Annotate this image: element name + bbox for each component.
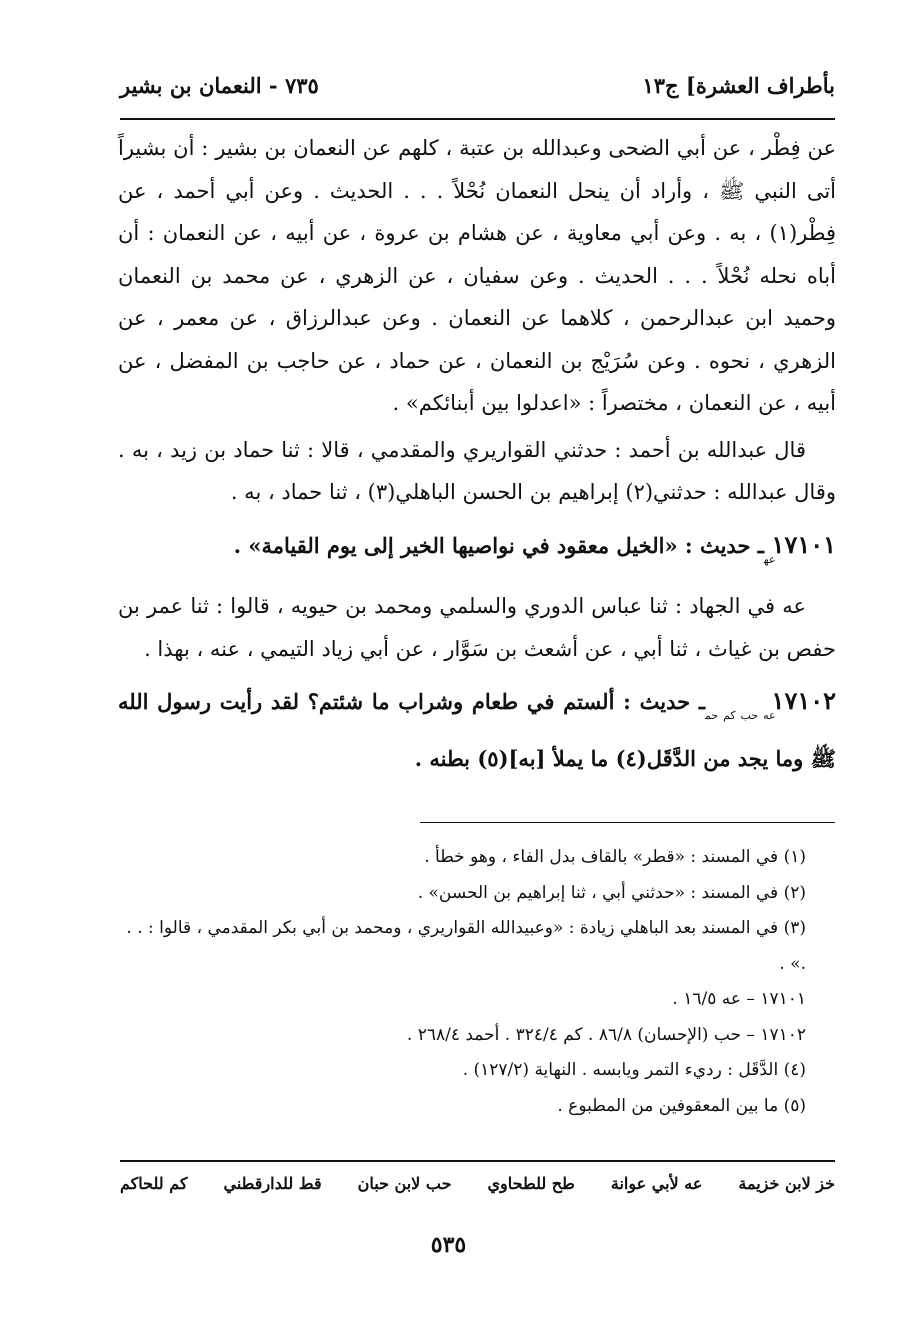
book-title: بأطراف العشرة] ج١٣ bbox=[642, 72, 835, 98]
abbreviation-item: طح للطحاوي bbox=[487, 1174, 575, 1193]
hadith-sigla: عه حب كم حم bbox=[705, 709, 776, 722]
abbreviation-item: خز لابن خزيمة bbox=[738, 1174, 835, 1193]
running-header bbox=[120, 68, 835, 102]
footnotes bbox=[118, 840, 836, 1124]
abbreviation-item: عه لأبي عوانة bbox=[610, 1174, 703, 1193]
source-ref-17101: ١٧١٠١ – عه ١٦/٥ . bbox=[672, 989, 806, 1009]
footnote-4: (٤) الدَّقَل : رديء التمر ويابسه . النهاية (١٢٧/٢) . bbox=[462, 1060, 806, 1080]
footnote-1: (١) في المسند : «قطر» بالقاف بدل الفاء ، وهو خطأ . bbox=[424, 847, 806, 867]
source-ref-17102: ١٧١٠٢ – حب (الإحسان) ٨٦/٨ . كم ٣٢٤/٤ . أحمد ٢٦٨/٤ . bbox=[406, 1024, 806, 1045]
abbreviation-item: حب لابن حبان bbox=[357, 1174, 452, 1193]
hadith-title: ـ حديث : ألستم في طعام وشراب ما شئتم؟ لقد رأيت رسول الله ﷺ وما يجد من الدَّقَل(٤) ما يملأ [به](٥) بطنه . bbox=[118, 689, 836, 771]
abbreviation-item: قط للدارقطني bbox=[223, 1174, 322, 1193]
hadith-title: ـ حديث : «الخيل معقود في نواصيها الخير إلى يوم القيامة» . bbox=[233, 532, 764, 558]
footnote-3: (٣) في المسند بعد الباهلي زيادة : «وعبيدالله القواريري ، ومحمد بن أبي بكر المقدمي ، قالوا : . . .» . bbox=[126, 918, 806, 974]
main-text bbox=[118, 127, 836, 780]
hadith-number: ١٧١٠١ bbox=[771, 529, 836, 559]
hadith-17102-heading bbox=[118, 680, 836, 780]
footnote-2: (٢) في المسند : «حدثني أبي ، ثنا إبراهيم بن الحسن» . bbox=[417, 882, 806, 903]
section-title: ٧٣٥ - النعمان بن بشير bbox=[120, 72, 319, 98]
hadith-sigla: عه bbox=[763, 552, 776, 566]
footnote-5: (٥) ما بين المعقوفين من المطبوع . bbox=[557, 1095, 806, 1116]
hadith-17101-heading bbox=[118, 524, 836, 582]
hadith-17101-text: عه في الجهاد : ثنا عباس الدوري والسلمي ومحمد بن حيويه ، قالوا : ثنا عمر بن حفص بن غياث ، ثنا أبي ، عن أشعث بن سَوَّار ، عن أبي زياد التيمي ، عنه ، بهذا . bbox=[118, 594, 836, 661]
abbreviation-item: كم للحاكم bbox=[120, 1174, 188, 1193]
paragraph-isnad: عن فِطْر ، عن أبي الضحى وعبدالله بن عتبة ، كلهم عن النعمان بن بشير : أن بشيراً أتى النبي ﷺ ، وأراد أن ينحل النعمان نُحْلاً . . . الحديث . وعن أبي أحمد ، عن فِطْر(١) ، به . وعن أبي معاوية ، عن هشام بن عروة ، عن أبيه ، عن النعمان : أن أباه نحله نُحْلاً . . . الحديث . وعن سفيان ، عن الزهري ، عن محمد بن النعمان وحميد ابن عبدالرحمن ، كلاهما عن النعمان . وعن عبدالرزاق ، عن معمر ، عن الزهري ، نحوه . وعن سُرَيْج بن النعمان ، عن حماد ، عن حاجب بن المفضل ، عن أبيه ، عن النعمان ، مختصراً : «اعدلوا بين أبنائكم» . bbox=[118, 136, 836, 415]
abbreviations-key bbox=[120, 1174, 835, 1193]
paragraph-abdullah: قال عبدالله بن أحمد : حدثني القواريري والمقدمي ، قالا : ثنا حماد بن زيد ، به . وقال عبدالله : حدثني(٢) إبراهيم بن الحسن الباهلي(٣) ، ثنا حماد ، به . bbox=[118, 437, 836, 504]
hadith-number: ١٧١٠٢ bbox=[771, 686, 836, 715]
abbreviations-rule bbox=[120, 1160, 835, 1162]
footnote-rule bbox=[420, 822, 835, 823]
page-number: ٥٣٥ bbox=[430, 1232, 467, 1258]
header-rule bbox=[120, 118, 835, 120]
